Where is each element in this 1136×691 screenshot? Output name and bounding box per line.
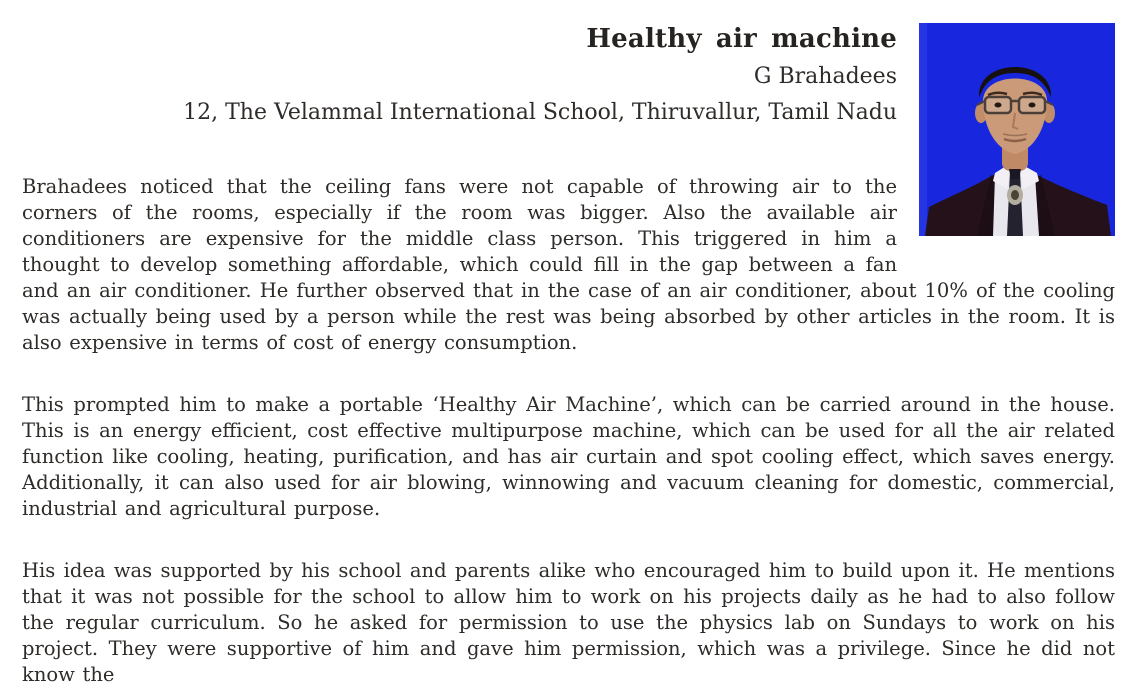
author-portrait-illustration bbox=[919, 23, 1115, 236]
paragraph-3: His idea was supported by his school and parents alike who encouraged him to build upon it. He mentions that it was not possible for the school to allow him to work on his projects daily as he had to also follow the regular curriculum. So he asked for permission to use the physics lab on Sundays to work on his project. They were supportive of him and gave him permission, which was a privilege. Since he did not know the bbox=[22, 558, 1115, 686]
paragraph-1: Brahadees noticed that the ceiling fans were not capable of throwing air to the corners of the rooms, especially if the room was bigger. Also the available air conditioners are expensive for the middle class person. This triggered in him a thought to develop something affordable, which could fill in the gap between a fan and an air conditioner. He further observed that in the case of an air conditioner, about 10% of the cooling was actually being used by a person while the rest was being absorbed by other articles in the room. It is also expensive in terms of cost of energy consumption. bbox=[22, 174, 1115, 354]
article-affiliation: 12, The Velammal International School, Thiruvallur, Tamil Nadu bbox=[183, 99, 897, 125]
article-author: G Brahadees bbox=[753, 64, 897, 90]
article-title: Healthy air machine bbox=[586, 24, 897, 54]
paragraph-2: This prompted him to make a portable ‘Healthy Air Machine’, which can be carried around in the house. This is an energy efficient, cost effective multipurpose machine, which can be used for all the air related function like cooling, heating, purification, and has air curtain and spot cooling effect, which saves energy. Additionally, it can also used for air blowing, winnowing and vacuum cleaning for domestic, commercial, industrial and agricultural purpose. bbox=[22, 392, 1115, 520]
eyes bbox=[995, 103, 1002, 108]
article-body bbox=[22, 174, 1115, 688]
author-photo bbox=[919, 23, 1115, 236]
